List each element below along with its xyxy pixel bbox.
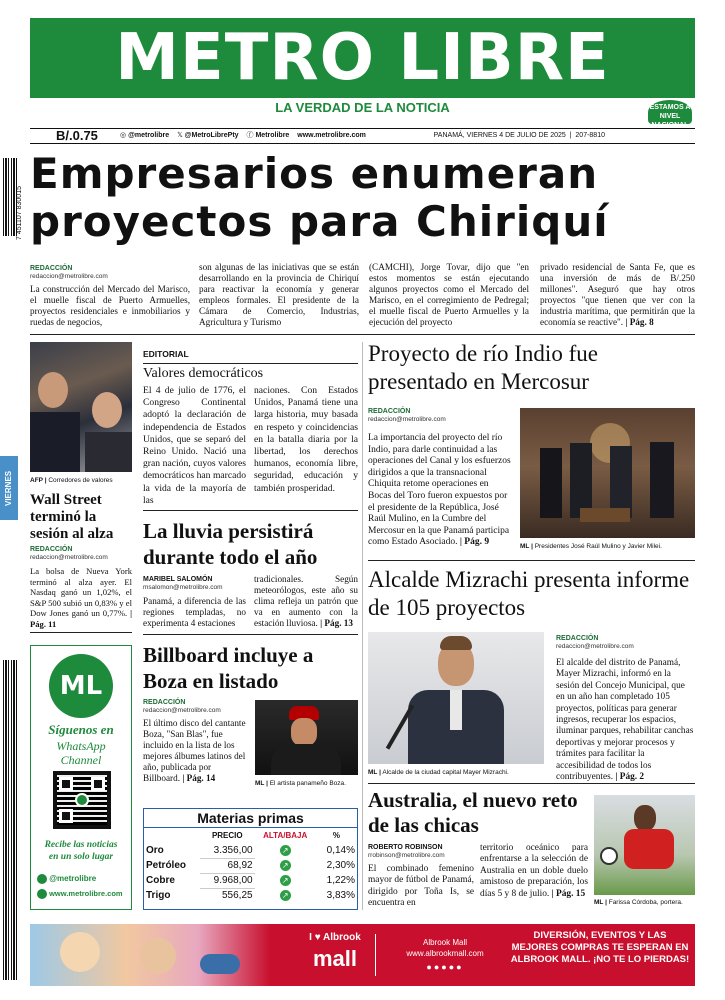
mizrachi-divider	[368, 783, 695, 784]
info-bar	[30, 128, 695, 144]
ad-divider	[375, 934, 376, 976]
indio-caption: ML | Presidentes José Raúl Mulino y Javier Milei.	[520, 543, 662, 550]
indio-byline: REDACCIÓN	[368, 408, 411, 415]
editorial-col-2: naciones. Con Estados Unidos, Panamá tiene una larga historia, muy basada en respeto y coincidencias en la batalla diaria por la libertad, los derechos humanos, economía libre, seguridad, educación y también prosperidad.	[254, 385, 358, 494]
qr-code-icon[interactable]	[53, 771, 111, 829]
whatsapp-promo[interactable]	[30, 645, 132, 910]
lead-col-4: privado residencial de Santa Fe, que es una inversión de más de B/.250 millones". Aseguró que hay otros proyectos "que tienen que ver con la industria marítima, que permitirán que la economía se reactive". | Pág. 8	[540, 262, 695, 327]
whatsapp-note2: en un solo lugar	[48, 852, 114, 862]
trend-up-icon: ↗	[255, 888, 316, 903]
australia-email: rrobinson@metrolibre.com	[368, 852, 445, 859]
lluvia-divider	[143, 634, 358, 635]
billboard-email: redaccion@metrolibre.com	[143, 707, 221, 714]
social-links	[120, 129, 372, 143]
lead-col-3: (CAMCHI), Jorge Tovar, dijo que "en estos momentos se están ejecutando algunos proyectos como el Mercado del Marisco, en el corregimiento de Pedregal; el muelle fiscal de Puerto Armuelles y la ejecución del proyecto	[369, 262, 529, 327]
masthead	[30, 18, 695, 98]
ad-brand: mall	[312, 946, 358, 971]
commodity-pct: 1,22%	[326, 875, 355, 886]
wallstreet-caption: AFP | Corredores de valores	[30, 477, 113, 484]
mizrachi-byline-block	[556, 634, 696, 651]
australia-headline[interactable]: Australia, el nuevo reto de las chicas	[368, 788, 578, 837]
barcode-secondary	[3, 660, 17, 980]
boza-photo	[255, 700, 358, 775]
editorial-col-1: El 4 de julio de 1776, el Congreso Continental adoptó la declaración de independencia de Estados Unidos, que se separó del Reino Unido. Nació una gran nación, cuyos valores democráticos han marcado la vida de la mayoría de las	[143, 385, 246, 506]
barcode-number: 7 451107 830015	[16, 186, 23, 240]
price: B/.0.75	[56, 128, 98, 143]
commodity-name: Oro	[146, 845, 164, 856]
lluvia-headline[interactable]: La lluvia persistirá durante todo el año	[143, 519, 318, 569]
wallstreet-body: La bolsa de Nueva York terminó al alza ayer. El Nasdaq ganó un 1,02%, el S&P 500 subió un 0,83% y el Dow Jones ganó un 0,77%. | Pág. 11	[30, 566, 133, 629]
indio-byline-block	[368, 407, 518, 424]
ad-website[interactable]: www.albrookmall.com	[406, 949, 484, 958]
lead-col-1: La construcción del Mercado del Marisco, el muelle fiscal de Puerto Armuelles, proyectos residenciales e inmobiliarios y ruedas de negocios,	[30, 284, 190, 327]
table-row	[144, 873, 357, 888]
ad-social-icons[interactable]: ●●●●●	[426, 962, 464, 972]
barcode	[3, 158, 17, 236]
billboard-byline-block	[143, 698, 253, 715]
lead-email: redaccion@metrolibre.com	[30, 273, 108, 280]
commodities-title: Materias primas	[144, 809, 357, 828]
wallstreet-headline[interactable]: Wall Street terminó la sesión al alza	[30, 492, 114, 542]
billboard-headline[interactable]: Billboard incluye a Boza en listado	[143, 643, 314, 693]
mizrachi-body: El alcalde del distrito de Panamá, Mayer Mizrachi, informó en la sesión del Concejo Municipal, que en un año han completado 105 proyectos, políticas para generar ingresos, recuperar los espacios, iluminar parques, rehabilitar canchas deportivas y mejorar procesos y trámites para facilitar la accesibilidad de todos los contribuyentes. | Pág. 2	[556, 658, 694, 783]
instagram-icon	[37, 874, 47, 884]
lead-col-2: son algunas de las iniciativas que se están desarrollando en la provincia de Chiriquí para reactivar la economía y generar empleos formales. El presidente de la Cámara de Comercio, Industrias, Agricultura y Turismo	[199, 262, 359, 327]
commodity-price: 556,25	[221, 890, 253, 902]
indio-headline[interactable]: Proyecto de río Indio fue presentado en Mercosur	[368, 341, 598, 394]
wallstreet-byline-block	[30, 545, 132, 562]
editorial-label: EDITORIAL	[143, 349, 189, 359]
whatsapp-line2: WhatsApp	[56, 739, 106, 753]
indio-divider	[368, 560, 695, 561]
commodity-price: 3.356,00	[200, 843, 255, 858]
lluvia-col-1: Panamá, a diferencia de las regiones templadas, no experimenta 4 estaciones	[143, 596, 246, 628]
lluvia-col-2: tradicionales. Según meteorólogos, este año su clima refleja un patrón que va en aumento con la estación lluviosa. | Pág. 13	[254, 574, 358, 628]
trend-up-icon: ↗	[255, 843, 316, 858]
ml-logo: ML	[49, 654, 113, 718]
header-change: ALTA/BAJA	[263, 831, 308, 840]
australia-col-1: El combinado femenino mayor de fútbol de Panamá, dirigido por Toña Is, se encuentra en	[368, 864, 474, 909]
whatsapp-instagram[interactable]: @metrolibre	[37, 874, 96, 884]
ad-brand-top: I ♥ Albrook	[309, 932, 361, 943]
lead-byline-block	[30, 264, 190, 281]
commodity-pct: 3,83%	[326, 890, 355, 901]
billboard-body: El último disco del cantante Boza, "San Blas", fue incluido en la lista de los mejores álbumes latinos del año, publicada por Billboard. | Pág. 14	[143, 718, 246, 783]
australia-byline: ROBERTO ROBINSON	[368, 844, 443, 851]
instagram-link[interactable]: ◎ @metrolibre	[120, 132, 170, 139]
header-name	[144, 828, 200, 843]
ad-mall-name: Albrook Mall	[422, 938, 467, 947]
header-price: PRECIO	[211, 831, 243, 840]
australia-caption: ML | Farissa Córdoba, portera.	[594, 899, 683, 906]
commodity-name: Trigo	[146, 890, 171, 901]
billboard-byline: REDACCIÓN	[143, 699, 186, 706]
mizrachi-caption: ML | Alcalde de la ciudad capital Mayer Mizrachi.	[368, 769, 509, 776]
commodity-pct: 2,30%	[326, 860, 355, 871]
whatsapp-line3: Channel	[60, 753, 102, 767]
commodity-pct: 0,14%	[326, 845, 355, 856]
day-tab: VIERNES	[0, 456, 18, 520]
mizrachi-photo	[368, 632, 544, 764]
indio-body: La importancia del proyecto del río Indio, para darle continuidad a las operaciones del Canal y los esfuerzos dirigidos a que la transnacional Chiquita retome operaciones en Bocas del Toro fueron expuestos por el presidente de la República, José Raúl Mulino, en la Cumbre del Mercosur en la que Panamá participa como Estado Asociado. | Pág. 9	[368, 433, 511, 548]
mizrachi-byline: REDACCIÓN	[556, 635, 599, 642]
whatsapp-note1: Recibe las noticias	[44, 840, 118, 850]
table-row	[144, 843, 357, 858]
editorial-divider	[143, 510, 358, 511]
billboard-caption: ML | El artista panameño Boza.	[255, 780, 346, 787]
commodity-price: 68,92	[200, 858, 255, 873]
globe-icon	[37, 889, 47, 899]
mercosur-photo	[520, 408, 695, 538]
commodity-name: Petróleo	[146, 860, 187, 871]
wallstreet-email: redaccion@metrolibre.com	[30, 554, 108, 561]
whatsapp-web[interactable]: www.metrolibre.com	[37, 889, 123, 899]
mizrachi-email: redaccion@metrolibre.com	[556, 643, 634, 650]
australia-col-2: territorio oceánico para enfrentarse a la selección de Australia en un doble duelo amistoso de preparación, los días 5 y 8 de julio. | Pág. 15	[480, 843, 588, 899]
lead-headline[interactable]: Empresarios enumeran proyectos para Chiriquí	[30, 149, 609, 246]
ad-photo	[30, 924, 270, 986]
lluvia-email: msalomon@metrolibre.com	[143, 584, 223, 591]
facebook-link[interactable]: ⓕ Metrolibre	[246, 132, 290, 139]
column-divider	[362, 342, 363, 910]
commodity-price: 9.968,00	[200, 873, 255, 888]
x-link[interactable]: 𝕏 @MetroLibrePty	[177, 132, 239, 139]
indio-email: redaccion@metrolibre.com	[368, 416, 446, 423]
dateline: PANAMÁ, VIERNES 4 DE JULIO DE 2025 | 207-8810	[433, 132, 605, 139]
tagline: LA VERDAD DE LA NOTICIA	[275, 100, 450, 115]
australia-byline-block	[368, 843, 478, 860]
australia-photo	[594, 795, 695, 895]
table-row	[144, 858, 357, 873]
left-col-divider	[30, 632, 132, 633]
logo: METRO LIBRE	[115, 21, 610, 95]
commodities-table	[143, 808, 358, 910]
table-row	[144, 888, 357, 903]
editorial-rule	[143, 363, 358, 364]
commodity-name: Cobre	[146, 875, 175, 886]
lluvia-byline: MARIBEL SALOMÓN	[143, 576, 213, 583]
wallstreet-byline: REDACCIÓN	[30, 546, 73, 553]
ad-message: DIVERSIÓN, EVENTOS Y LAS MEJORES COMPRAS TE ESPERAN EN ALBROOK MALL. ¡NO TE LO PIERDAS!	[510, 930, 690, 965]
editorial-headline[interactable]: Valores democráticos	[143, 366, 264, 381]
trend-up-icon: ↗	[255, 873, 316, 888]
trend-up-icon: ↗	[255, 858, 316, 873]
mizrachi-headline[interactable]: Alcalde Mizrachi presenta informe de 105 proyectos	[368, 567, 690, 620]
whatsapp-line1: Síguenos en	[48, 722, 114, 737]
albrook-ad[interactable]	[30, 924, 695, 986]
wallstreet-photo	[30, 342, 132, 472]
website-link[interactable]: www.metrolibre.com	[297, 132, 366, 139]
header-pct: %	[332, 831, 340, 840]
lead-divider	[30, 334, 695, 335]
lluvia-byline-block	[143, 575, 253, 592]
national-badge: ESTAMOS A NIVEL NACIONAL	[648, 100, 692, 124]
lead-byline: REDACCIÓN	[30, 265, 73, 272]
